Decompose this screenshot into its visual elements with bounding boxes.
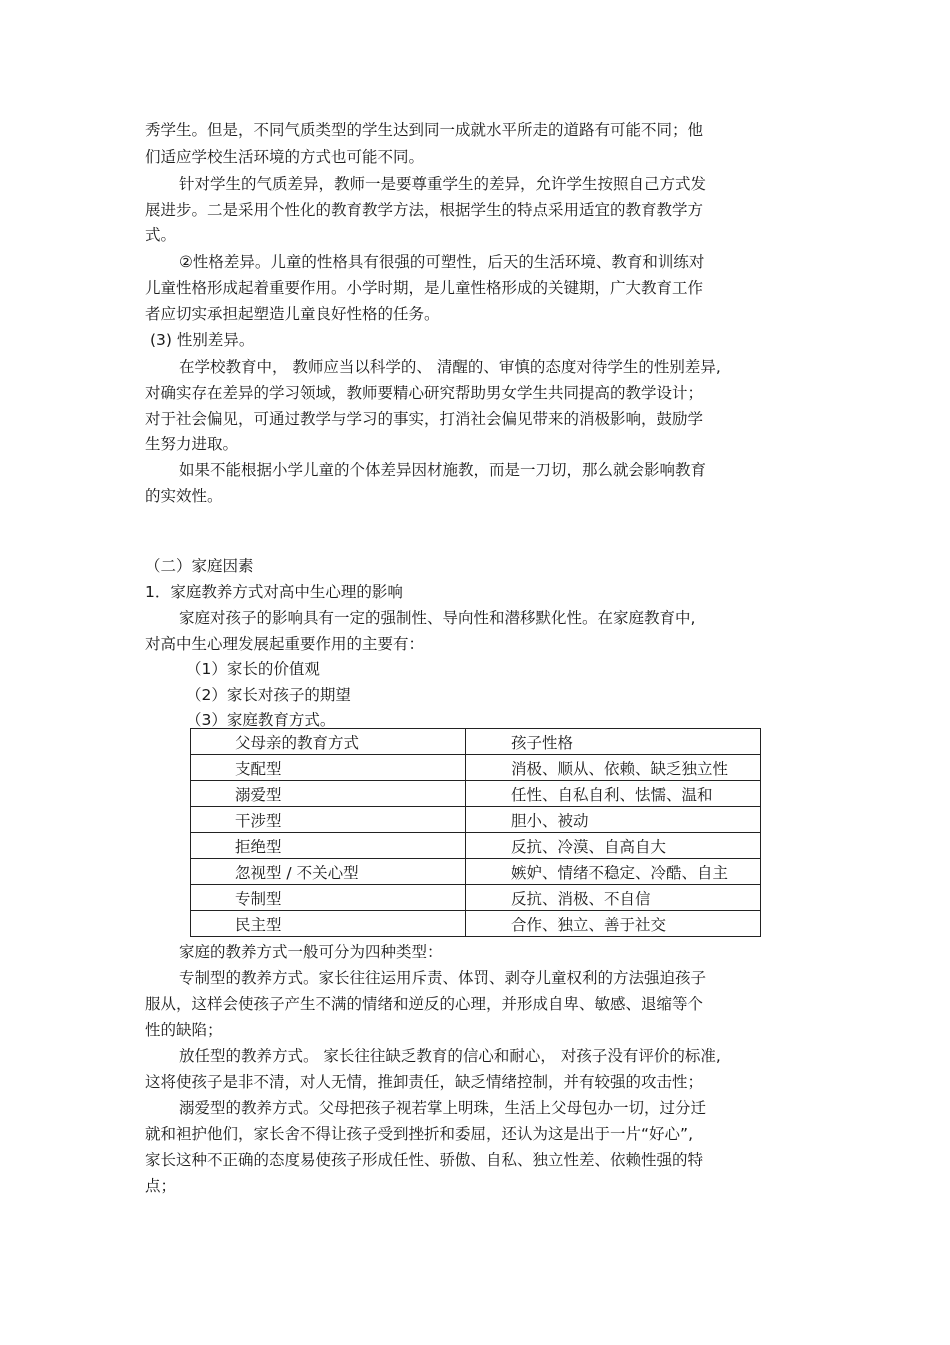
subsection-title: 1．家庭教养方式对高中生心理的影响	[145, 583, 403, 601]
table-cell: 任性、自私自利、怯懦、温和	[466, 781, 761, 807]
paragraph-line: 秀学生。但是，不同气质类型的学生达到同一成就水平所走的道路有可能不同；他	[145, 121, 704, 139]
paragraph-line: 在学校教育中， 教师应当以科学的、 清醒的、审慎的态度对待学生的性别差异,	[179, 358, 721, 376]
table-row	[191, 781, 761, 807]
table-row	[191, 807, 761, 833]
table-cell: 胆小、被动	[466, 807, 761, 833]
subheading: (3) 性别差异。	[150, 331, 255, 349]
paragraph-line: 们适应学校生活环境的方式也可能不同。	[145, 148, 425, 166]
paragraph-line: 家庭对孩子的影响具有一定的强制性、导向性和潜移默化性。在家庭教育中,	[179, 609, 696, 627]
table-cell: 消极、顺从、依赖、缺乏独立性	[466, 755, 761, 781]
paragraph-line: 性的缺陷；	[145, 1021, 223, 1039]
paragraph-line: 儿童性格形成起着重要作用。小学时期，是儿童性格形成的关键期，广大教育工作	[145, 279, 704, 297]
paragraph-line: 针对学生的气质差异，教师一是要尊重学生的差异，允许学生按照自己方式发	[179, 175, 707, 193]
paragraph-line: 专制型的教养方式。家长往往运用斥责、体罚、剥夺儿童权利的方法强迫孩子	[179, 969, 707, 987]
table-row	[191, 755, 761, 781]
paragraph-line: 展进步。二是采用个性化的教育教学方法，根据学生的特点采用适宜的教育教学方	[145, 201, 704, 219]
paragraph-line: ②性格差异。儿童的性格具有很强的可塑性，后天的生活环境、教育和训练对	[179, 253, 705, 271]
table-cell: 溺爱型	[191, 781, 466, 807]
list-item: （3）家庭教育方式。	[186, 711, 336, 729]
paragraph-line: 点；	[145, 1177, 177, 1195]
parenting-style-table	[190, 728, 761, 937]
paragraph-line: 者应切实承担起塑造儿童良好性格的任务。	[145, 305, 440, 323]
paragraph-line: 对于社会偏见，可通过教学与学习的事实，打消社会偏见带来的消极影响，鼓励学	[145, 410, 704, 428]
table-cell: 支配型	[191, 755, 466, 781]
list-item: （1）家长的价值观	[186, 660, 320, 678]
table-header-row	[191, 729, 761, 755]
paragraph-line: 服从，这样会使孩子产生不满的情绪和逆反的心理，并形成自卑、敏感、退缩等个	[145, 995, 704, 1013]
table-header-cell: 孩子性格	[466, 729, 761, 755]
paragraph-line: 对高中生心理发展起重要作用的主要有：	[145, 635, 425, 653]
paragraph-line: 这将使孩子是非不清，对人无情，推卸责任，缺乏情绪控制，并有较强的攻击性；	[145, 1073, 704, 1091]
paragraph-line: 的实效性。	[145, 487, 223, 505]
table-row	[191, 859, 761, 885]
section-title: （二）家庭因素	[145, 557, 254, 575]
table-cell: 反抗、消极、不自信	[466, 885, 761, 911]
table-cell: 嫉妒、情绪不稳定、冷酷、自主	[466, 859, 761, 885]
table-cell: 合作、独立、善于社交	[466, 911, 761, 937]
table-cell: 反抗、冷漠、自高自大	[466, 833, 761, 859]
table-cell: 拒绝型	[191, 833, 466, 859]
paragraph-line: 放任型的教养方式。 家长往往缺乏教育的信心和耐心， 对孩子没有评价的标准,	[179, 1047, 721, 1065]
paragraph-line: 如果不能根据小学儿童的个体差异因材施教，而是一刀切，那么就会影响教育	[179, 461, 707, 479]
paragraph-line: 生努力进取。	[145, 435, 239, 453]
table-row	[191, 885, 761, 911]
table-header-cell: 父母亲的教育方式	[191, 729, 466, 755]
table-cell: 专制型	[191, 885, 466, 911]
list-item: （2）家长对孩子的期望	[186, 686, 351, 704]
table-row	[191, 911, 761, 937]
paragraph-line: 溺爱型的教养方式。父母把孩子视若掌上明珠，生活上父母包办一切，过分迁	[179, 1099, 707, 1117]
paragraph-line: 家庭的教养方式一般可分为四种类型：	[179, 943, 443, 961]
paragraph-line: 就和袒护他们，家长舍不得让孩子受到挫折和委屈，还认为这是出于一片“好心”,	[145, 1125, 693, 1143]
table-cell: 干涉型	[191, 807, 466, 833]
table-cell: 忽视型 / 不关心型	[191, 859, 466, 885]
table-cell: 民主型	[191, 911, 466, 937]
paragraph-line: 式。	[145, 226, 177, 244]
paragraph-line: 家长这种不正确的态度易使孩子形成任性、骄傲、自私、独立性差、依赖性强的特	[145, 1151, 704, 1169]
table-row	[191, 833, 761, 859]
paragraph-line: 对确实存在差异的学习领域，教师要精心研究帮助男女学生共同提高的教学设计；	[145, 384, 704, 402]
